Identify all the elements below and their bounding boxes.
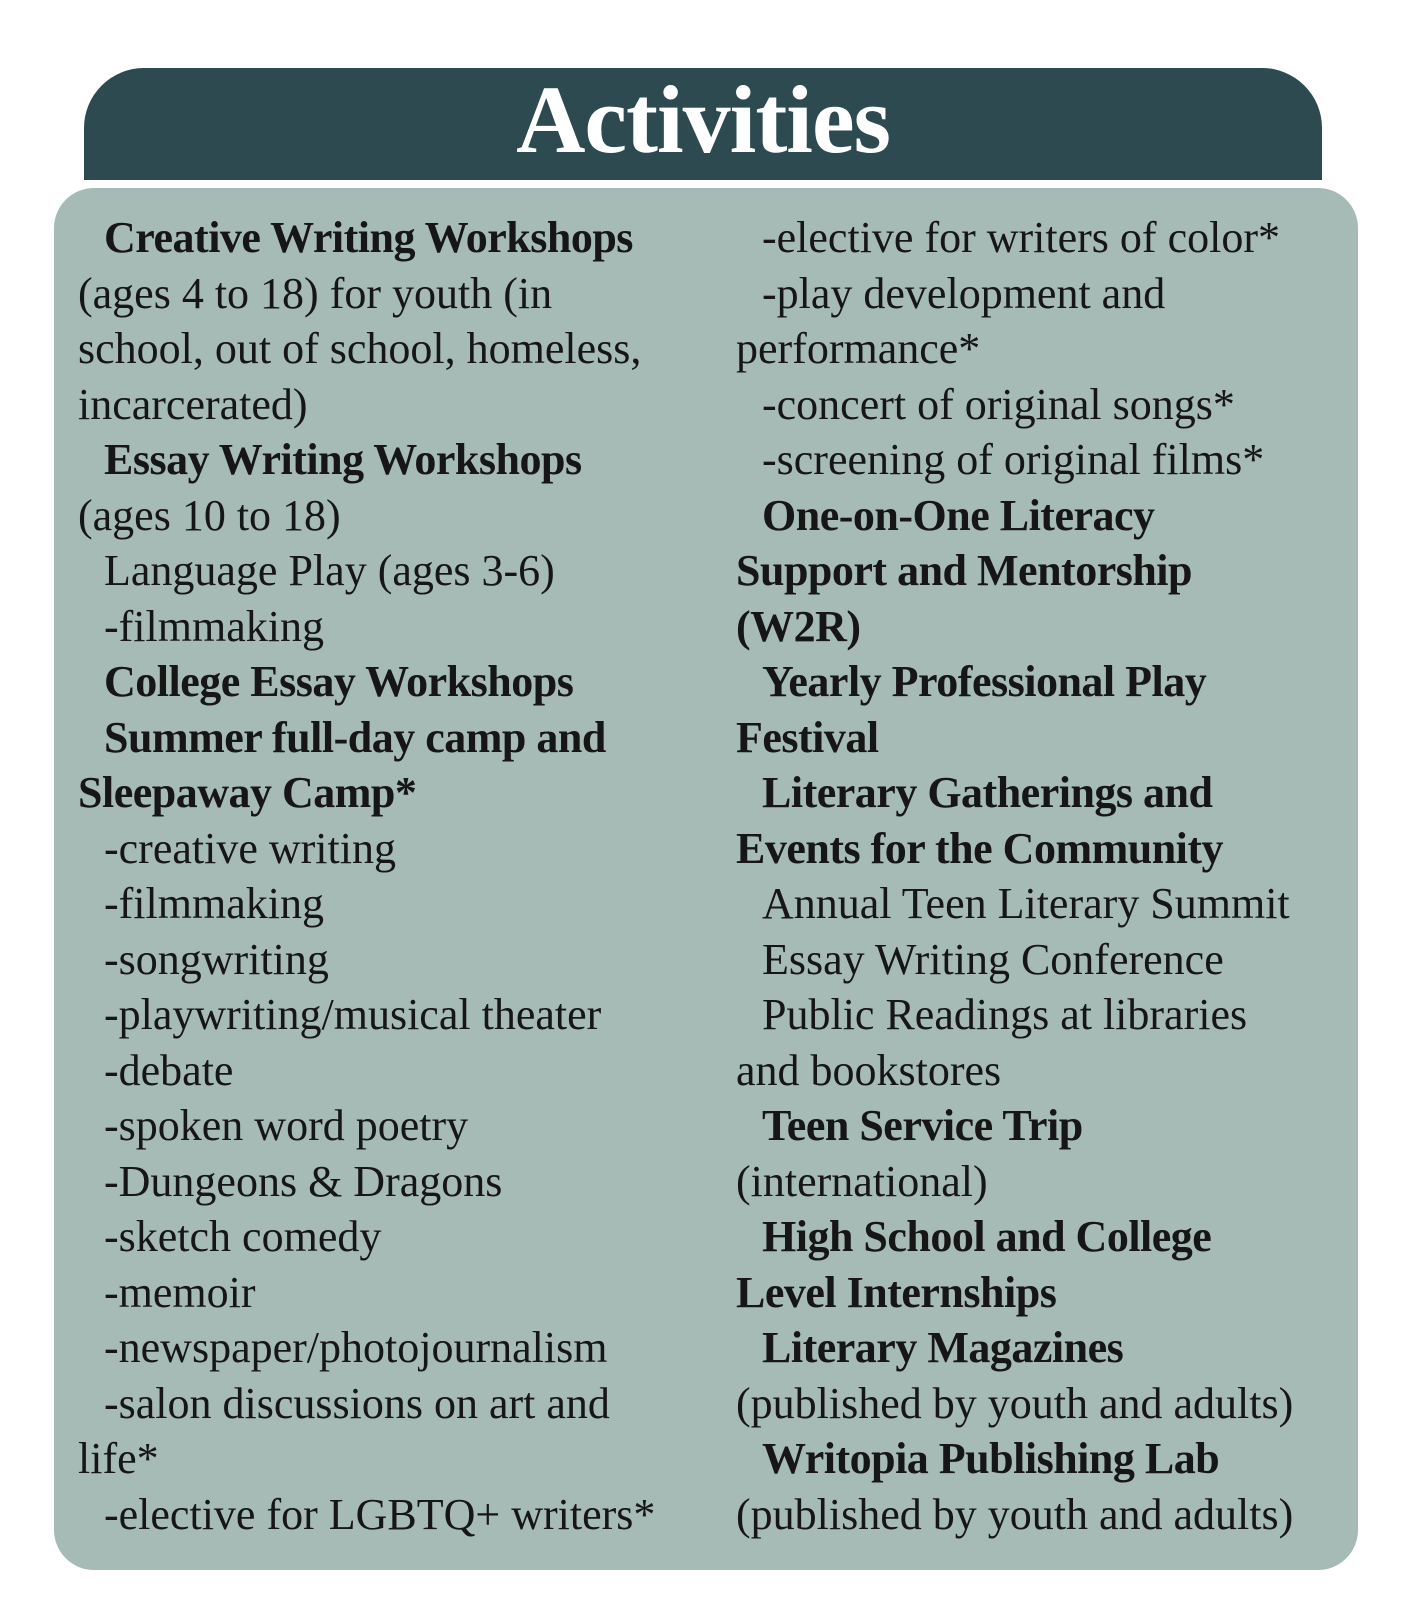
activity-text-line: and bookstores (736, 1045, 1002, 1095)
activity-text-line: -songwriting (104, 934, 329, 984)
activity-text-line: Language Play (ages 3-6) (104, 546, 555, 595)
activity-text-line: -salon discussions on art and (104, 1378, 610, 1428)
activity-text-line: Essay Writing Conference (762, 934, 1224, 984)
activity-heading-line: Support and Mentorship (736, 546, 1193, 595)
page-title: Activities (516, 66, 890, 173)
activity-text-line: incarcerated) (78, 379, 308, 429)
activity-text-line: -play development and (762, 268, 1166, 318)
activity-text-line: (ages 10 to 18) (78, 490, 341, 540)
activity-heading-line: Yearly Professional Play (762, 657, 1207, 706)
activity-text-line: -elective for LGBTQ+ writers* (104, 1489, 656, 1539)
activity-text-line: (published by youth and adults) (736, 1378, 1294, 1428)
activity-text-line: -memoir (104, 1267, 256, 1317)
activity-text-line: -elective for writers of color* (762, 213, 1280, 262)
left-column (78, 210, 718, 1542)
activity-heading-line: Creative Writing Workshops (104, 213, 633, 262)
activity-heading-line: Summer full-day camp and (104, 712, 606, 762)
activity-text-line: school, out of school, homeless, (78, 324, 642, 373)
activity-heading-line: Level Internships (736, 1267, 1057, 1317)
activity-text-line: (published by youth and adults) (736, 1489, 1294, 1539)
activity-heading-line: Essay Writing Workshops (104, 435, 582, 484)
right-column (736, 210, 1348, 1542)
activity-heading-line: Events for the Community (736, 823, 1224, 873)
title-banner (84, 68, 1322, 180)
activity-text-line: -spoken word poetry (104, 1101, 469, 1150)
activity-text-line: life* (78, 1434, 159, 1483)
activity-heading-line: Literary Magazines (762, 1323, 1124, 1372)
activity-heading-line: (W2R) (736, 601, 861, 651)
activity-heading-line: High School and College (762, 1212, 1212, 1261)
activity-text-line: -filmmaking (104, 601, 324, 651)
activity-text-line: -screening of original films* (762, 435, 1265, 484)
activity-text-line: Annual Teen Literary Summit (762, 879, 1290, 928)
activity-text-line: performance* (736, 324, 981, 373)
activity-text-line: -concert of original songs* (762, 379, 1235, 429)
activity-text-line: -debate (104, 1045, 234, 1095)
activity-text-line: (ages 4 to 18) for youth (in (78, 268, 553, 318)
activity-heading-line: Sleepaway Camp* (78, 768, 417, 817)
activity-heading-line: Literary Gatherings and (762, 768, 1213, 817)
activity-text-line: -Dungeons & Dragons (104, 1156, 503, 1206)
activity-heading-line: Writopia Publishing Lab (762, 1434, 1220, 1483)
activity-heading-line: Teen Service Trip (762, 1101, 1083, 1150)
activity-text-line: -newspaper/photojournalism (104, 1323, 608, 1372)
activity-text-line: (international) (736, 1156, 988, 1206)
activity-heading-line: One-on-One Literacy (762, 490, 1155, 540)
activity-text-line: -sketch comedy (104, 1212, 382, 1261)
activity-text-line: -filmmaking (104, 879, 324, 928)
activities-panel (54, 188, 1358, 1570)
activity-text-line: -playwriting/musical theater (104, 990, 602, 1039)
activity-text-line: Public Readings at libraries (762, 990, 1248, 1039)
activity-text-line: -creative writing (104, 823, 396, 873)
activity-heading-line: Festival (736, 712, 879, 762)
activity-heading-line: College Essay Workshops (104, 657, 574, 706)
